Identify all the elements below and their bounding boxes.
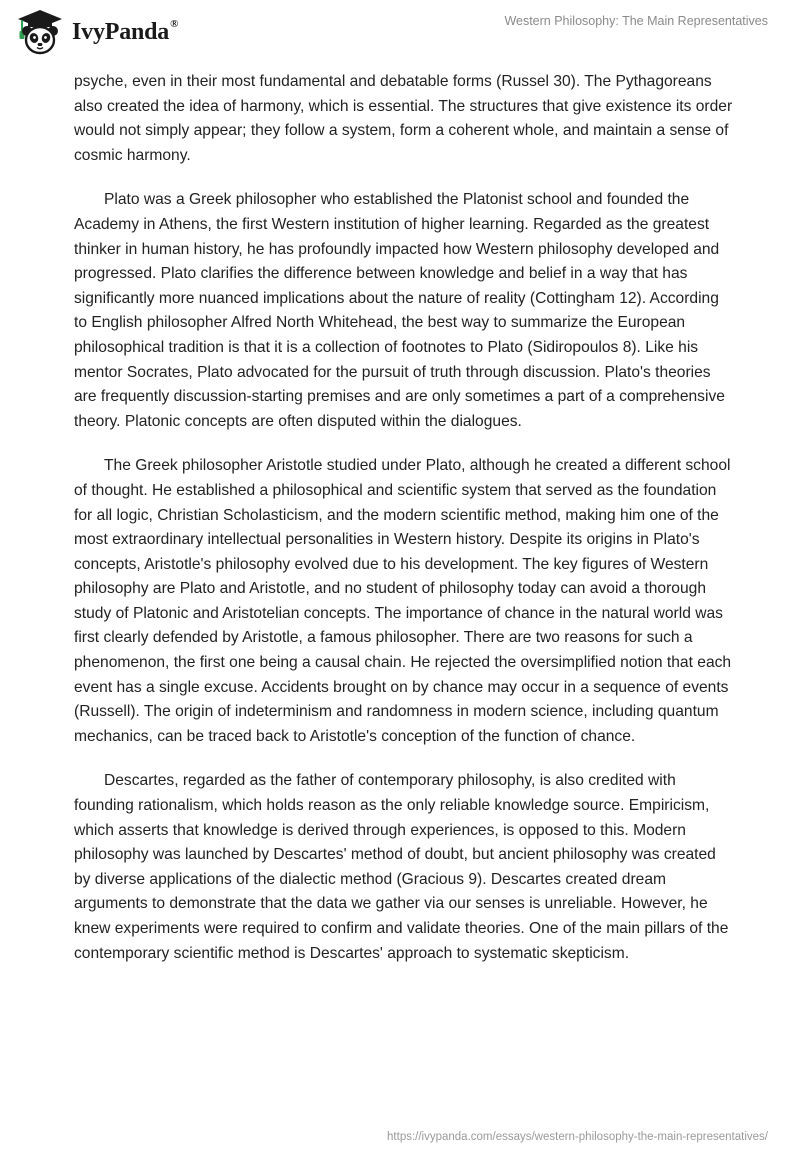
ivypanda-logo[interactable]	[14, 8, 178, 56]
paragraph-4: Descartes, regarded as the father of contemporary philosophy, is also credited with founding rationalism, which holds reason as the only reliable knowledge source. Empiricism, which asserts that knowledge is derived through experiences, is opposed to this. Modern philosophy was launched by Descartes' method of doubt, but ancient philosophy was created by diverse applications of the dialectic method (Gracious 9). Descartes created dream arguments to demonstrate that the data we gather via our senses is unreliable. However, he knew experiments were required to confirm and validate theories. One of the main pillars of the contemporary scientific method is Descartes' approach to systematic skepticism.	[74, 772, 729, 962]
paragraph-2: Plato was a Greek philosopher who established the Platonist school and founded the Academy in Athens, the first Western institution of higher learning. Regarded as the greatest thinker in human history, he has profoundly impacted how Western philosophy developed and progressed. Plato clarifies the difference between knowledge and belief in a way that has significantly more nuanced implications about the nature of reality (Cottingham 12). According to English philosopher Alfred North Whitehead, the best way to summarize the European philosophical tradition is that it is a collection of footnotes to Plato (Sidiropoulos 8). Like his mentor Socrates, Plato advocated for the pursuit of truth through discussion. Plato's theories are frequently discussion-starting premises and are only sometimes a part of a comprehensive theory. Platonic concepts are often disputed within the dialogues.	[74, 191, 725, 430]
document-title: Western Philosophy: The Main Representatives	[504, 14, 768, 28]
paragraph-3: The Greek philosopher Aristotle studied under Plato, although he created a different school of thought. He established a philosophical and scientific system that served as the foundation for all logic, Christian Scholasticism, and the modern scientific method, making him one of the most extraordinary intellectual personalities in Western history. Despite its origins in Plato's concepts, Aristotle's philosophy evolved due to his development. The key figures of Western philosophy are Plato and Aristotle, and no student of philosophy today can avoid a thorough study of Platonic and Aristotelian concepts. The importance of chance in the natural world was first clearly defended by Aristotle, a famous philosopher. There are two reasons for such a phenomenon, the first one being a causal chain. He rejected the oversimplified notion that each event has a single excuse. Accidents brought on by chance may occur in a sequence of events (Russell). The origin of indeterminism and randomness in modern science, including quantum mechanics, can be traced back to Aristotle's conception of the function of chance.	[74, 457, 732, 745]
essay-body	[74, 70, 734, 986]
paragraph-1: psyche, even in their most fundamental and debatable forms (Russel 30). The Pythagoreans also created the idea of harmony, which is essential. The structures that give existence its order would not simply appear; they follow a system, form a coherent whole, and maintain a sense of cosmic harmony.	[74, 73, 733, 164]
brand-name: IvyPanda®	[72, 17, 179, 45]
source-url[interactable]: https://ivypanda.com/essays/western-philosophy-the-main-representatives/	[387, 1131, 768, 1143]
page-header	[0, 0, 800, 70]
panda-graduate-icon	[14, 8, 66, 56]
